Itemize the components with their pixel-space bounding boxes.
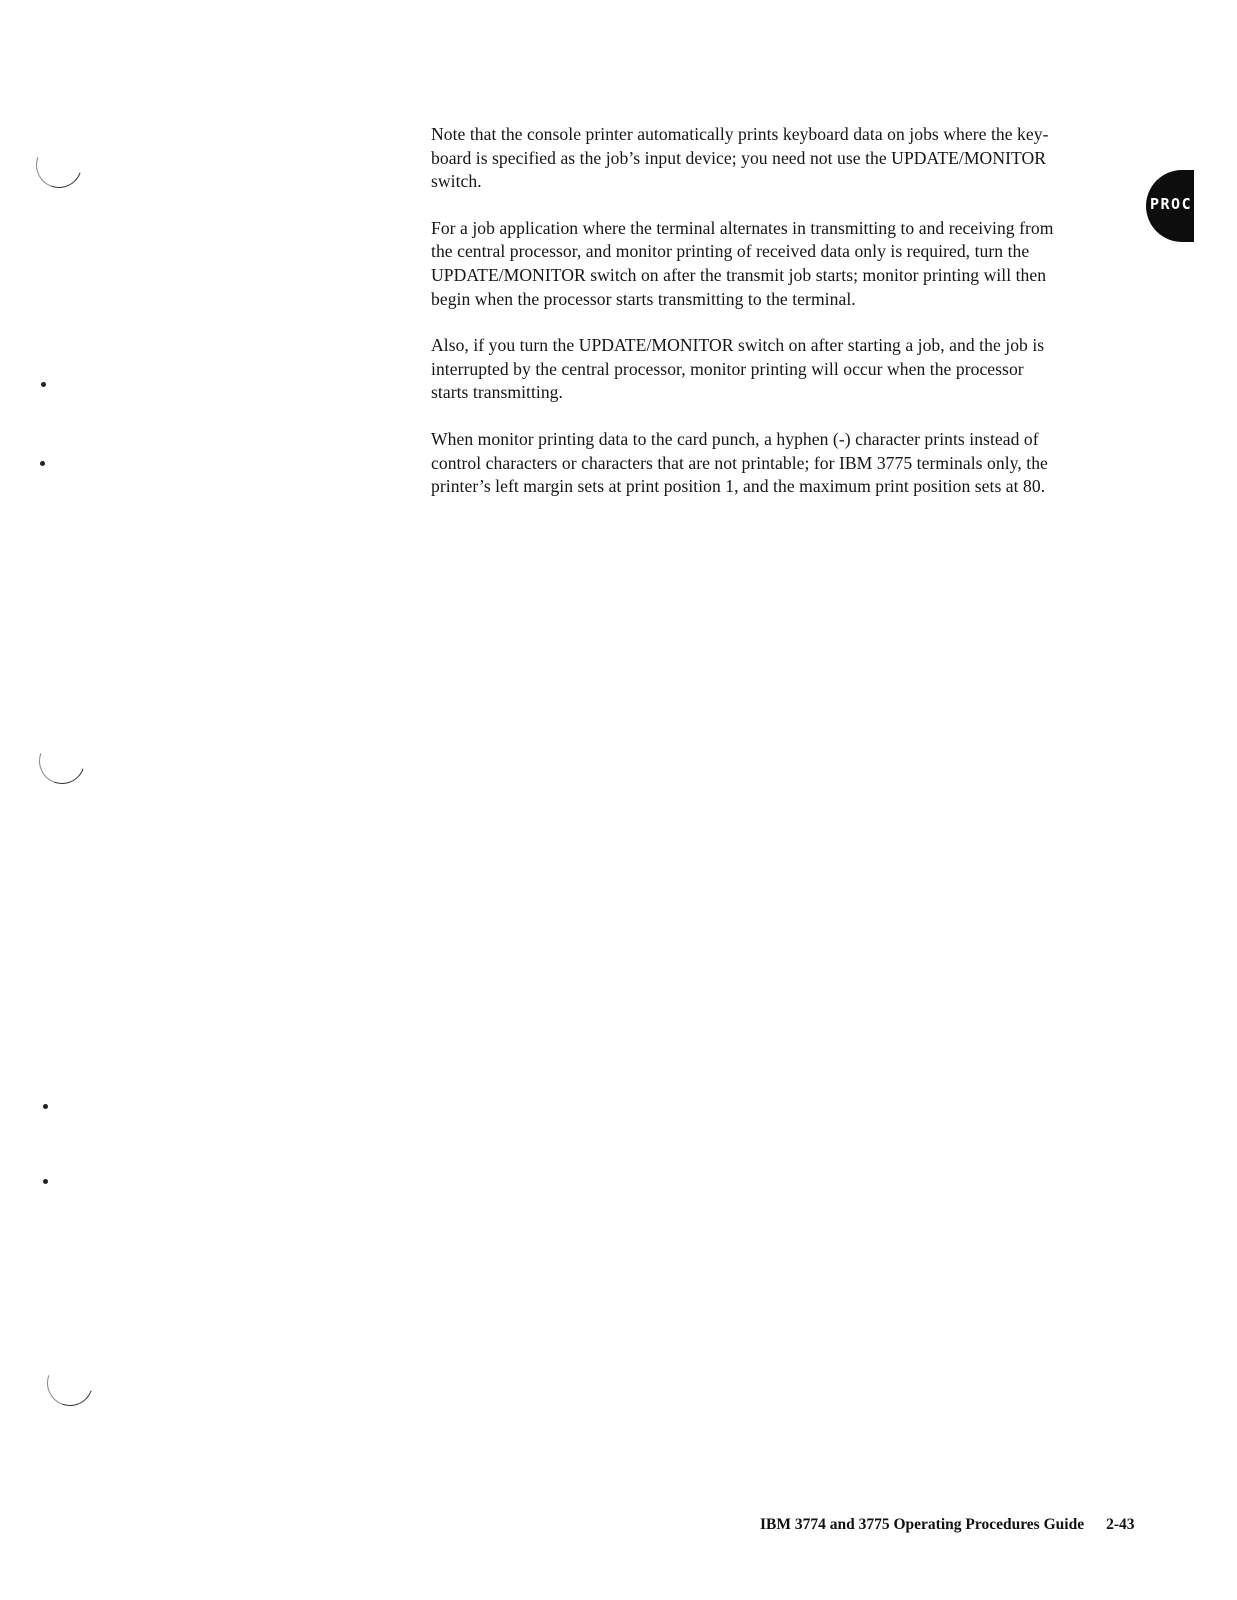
scan-speck (40, 461, 45, 466)
scan-speck (41, 382, 46, 387)
paragraph-console-printer: Note that the console printer automatically prints keyboard data on jobs where the key- board is specified as the job’s input device; you need not use the UPDATE/MONITOR switch. (431, 124, 1049, 192)
paragraph-job-application: For a job application where the terminal alternates in transmitting to and receiving from the central processor, and monitor printing of received data only is required, turn the UPDATE/MONITOR switch on after the transmit job starts; monitor printing will then begin when the processor starts transmitting to the terminal. (431, 217, 1054, 309)
page-footer (760, 1516, 1135, 1534)
section-tab-label: PROC (1150, 195, 1193, 213)
section-tab (1146, 170, 1194, 242)
scan-speck (43, 1104, 48, 1109)
body-text (431, 123, 1147, 522)
footer-title: IBM 3774 and 3775 Operating Procedures Guide (760, 1516, 1085, 1533)
page-number: 2-43 (1106, 1516, 1135, 1533)
punch-hole-middle (31, 730, 92, 791)
punch-hole-bottom (39, 1352, 100, 1413)
paragraph-interrupted-job: Also, if you turn the UPDATE/MONITOR switch on after starting a job, and the job is interrupted by the central processor, monitor printing will occur when the processor starts transmitting. (431, 335, 1045, 403)
scan-speck (43, 1179, 48, 1184)
paragraph-card-punch: When monitor printing data to the card punch, a hyphen (-) character prints instead of control characters or characters that are not printable; for IBM 3775 terminals only, the printer’s left margin sets at print position 1, and the maximum print position sets at 80. (431, 428, 1048, 497)
punch-hole-top (28, 134, 89, 195)
